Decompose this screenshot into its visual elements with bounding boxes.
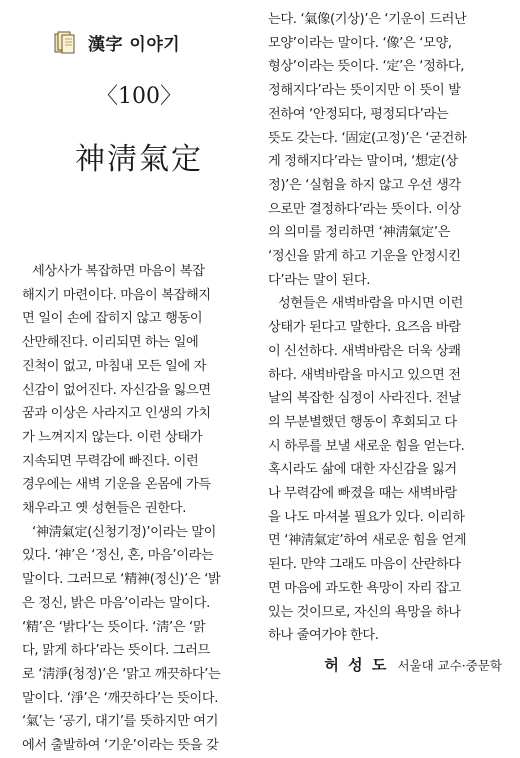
issue-number: 〈100〉 (96, 84, 182, 109)
text-line: 다, 맑게 하다’라는 뜻이다. 그러므 (22, 643, 210, 659)
text-line: 말이다. ‘淨’은 ‘깨끗하다’는 뜻이다. (22, 690, 219, 706)
book-icon (52, 31, 80, 55)
text-line: 세상사가 복잡하면 마음이 복잡 (32, 264, 205, 279)
text-line: 신감이 없어진다. 자신감을 잃으면 (22, 382, 211, 398)
text-line: 된다. 만약 그래도 마음이 산란하다 (268, 557, 461, 573)
text-line: ‘정신을 맑게 하고 기운을 안정시킨 (268, 249, 461, 265)
text-line: 으로만 결정하다’라는 뜻이다. 이상 (268, 201, 461, 217)
text-line: 의 무분별했던 행동이 후회되고 다 (268, 414, 457, 430)
text-line: 의 의미를 정리하면 ‘神淸氣定’은 (268, 225, 451, 241)
text-line: ‘精’은 ‘밝다’는 뜻이다. ‘淸’은 ‘맑 (22, 619, 206, 635)
article-header (22, 30, 256, 260)
text-line: 시 하루를 보낼 새로운 힘을 얻는다. (268, 438, 465, 454)
text-line: 로 ‘淸淨(청정)’은 ‘맑고 깨끗하다’는 (22, 666, 221, 682)
text-line: 게 정해지다’라는 말이며, ‘想定(상 (268, 154, 458, 170)
text-line: 진척이 없고, 마침내 모든 일에 자 (22, 358, 207, 374)
text-line: 상태가 된다고 말한다. 요즈음 바람 (268, 320, 461, 336)
text-line: 날의 복잡한 심정이 사라진다. 전날 (268, 391, 461, 407)
section-header (52, 30, 256, 55)
byline (268, 654, 502, 675)
right-body (268, 8, 502, 648)
text-line: 경우에는 새벽 기운을 온몸에 가득 (22, 477, 211, 493)
text-line: 있다. ‘神’은 ‘정신, 혼, 마음’이라는 (22, 548, 214, 564)
text-line: 은 정신, 밝은 마음’이라는 말이다. (22, 595, 210, 611)
text-line: 면 일이 손에 잡히지 않고 행동이 (22, 311, 203, 327)
text-line: 해지기 마련이다. 마음이 복잡해지 (22, 287, 211, 303)
author-name: 허 성 도 (324, 655, 389, 674)
author-title: 서울대 교수·중문학 (397, 657, 502, 673)
text-line: 형상’이라는 뜻이다. ‘定’은 ‘정하다, (268, 59, 465, 75)
text-line: ‘神淸氣定(신청기정)’이라는 말이 (32, 524, 216, 540)
text-line: 지속되면 무력감에 빠진다. 이런 (22, 453, 199, 469)
headline: 神淸氣定 (75, 142, 203, 177)
text-line: 을 나도 마셔볼 필요가 있다. 이리하 (268, 509, 465, 525)
text-line: 하나 줄여가야 한다. (268, 628, 379, 644)
text-line: 가 느껴지지 않는다. 이런 상태가 (22, 429, 203, 445)
text-line: 말이다. 그러므로 ‘精神(정신)’은 ‘밝 (22, 572, 221, 588)
text-line: 정)’은 ‘실험을 하지 않고 우선 생각 (268, 177, 461, 193)
section-label: 漢字 이야기 (88, 35, 181, 55)
text-line: 채우라고 옛 성현들은 권한다. (22, 501, 187, 517)
text-line: 정해지다’라는 뜻이지만 이 뜻이 발 (268, 83, 461, 99)
text-line: 나 무력감에 빠졌을 때는 새벽바람 (268, 486, 457, 502)
paragraph (22, 260, 256, 521)
text-line: 뜻도 갖는다. ‘固定(고정)’은 ‘굳건하 (268, 130, 467, 146)
text-line: 다’라는 말이 된다. (268, 272, 371, 288)
text-line: 꿈과 이상은 사라지고 인생의 가치 (22, 406, 211, 422)
text-line: 는다. ‘氣像(기상)’은 ‘기운이 드러난 (268, 12, 467, 27)
text-line: 산만해진다. 이리되면 하는 일에 (22, 335, 199, 351)
text-line: 전하여 ‘안정되다, 평정되다’라는 (268, 106, 449, 122)
text-line: 면 ‘神淸氣定’하여 새로운 힘을 얻게 (268, 533, 467, 549)
text-line: 하다. 새벽바람을 마시고 있으면 전 (268, 367, 461, 383)
text-line: 이 신선하다. 새벽바람은 더욱 상쾌 (268, 343, 461, 359)
left-body (22, 260, 256, 758)
left-column (22, 30, 256, 758)
paragraph (22, 521, 256, 758)
text-line: 모양’이라는 말이다. ‘像’은 ‘모양, (268, 35, 452, 51)
text-line: ‘氣’는 ‘공기, 대기’를 뜻하지만 여기 (22, 714, 219, 730)
paragraph (268, 292, 502, 648)
text-line: 성현들은 새벽바람을 마시면 이런 (278, 296, 463, 312)
paragraph (268, 8, 502, 292)
right-column (268, 8, 502, 675)
text-line: 혹시라도 삶에 대한 자신감을 잃거 (268, 462, 457, 478)
text-line: 있는 것이므로, 자신의 욕망을 하나 (268, 604, 461, 620)
text-line: 에서 출발하여 ‘기운’이라는 뜻을 갖 (22, 738, 219, 754)
text-line: 면 마음에 과도한 욕망이 자리 잡고 (268, 580, 461, 596)
